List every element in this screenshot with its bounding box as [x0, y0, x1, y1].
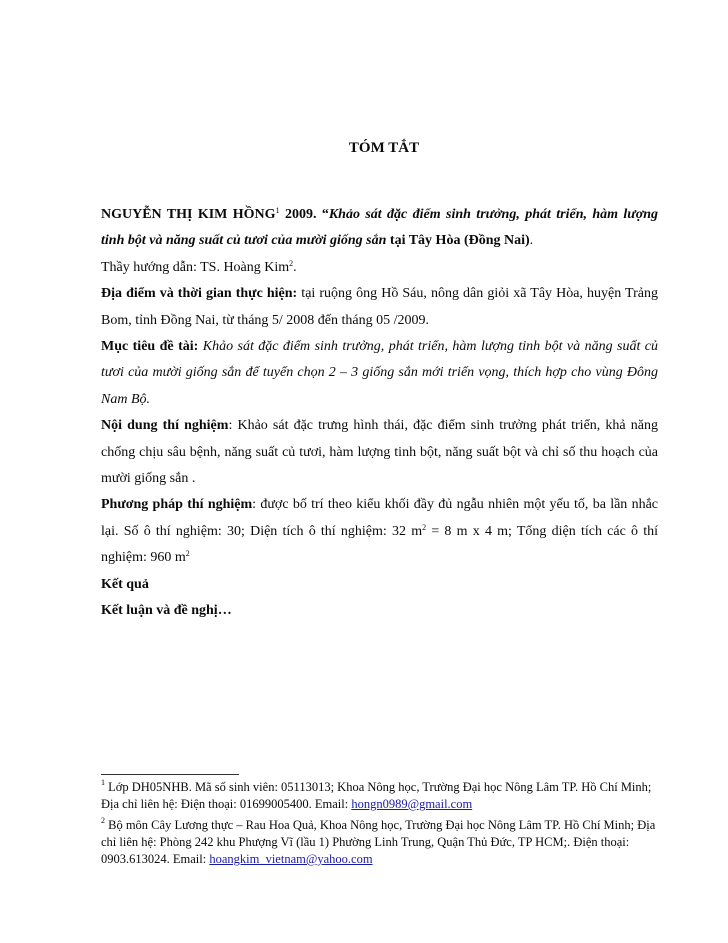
- footnotes: [101, 779, 658, 872]
- advisor-footnote-ref[interactable]: 2: [289, 258, 294, 268]
- footnote-separator: [101, 774, 239, 775]
- citation-year: 2009. “: [279, 207, 329, 222]
- objective-paragraph: [101, 334, 658, 413]
- author-footnote-ref[interactable]: 1: [275, 206, 280, 215]
- content-label: Nội dung thí nghiệm: [101, 418, 229, 434]
- footnote-1-mark: 1: [101, 778, 105, 787]
- page-title: TÓM TẮT: [348, 140, 420, 156]
- unit-superscript-2: 2: [185, 549, 190, 559]
- footnote-1: [101, 779, 658, 813]
- footnote-2: [101, 817, 658, 868]
- footnote-1-email-link[interactable]: hongn0989@gmail.com: [351, 797, 473, 811]
- objective-text: Khảo sát đặc điểm sinh trưởng, phát triển, hàm lượng tinh bột và năng suất củ tươi của mười giống sắn để tuyển chọn 2 – 3 giống sắn mới triển vọng, thích hợp cho vùng Đông Nam Bộ.: [101, 339, 659, 407]
- thesis-title: Khảo sát đặc điểm sinh trưởng, phát triển, hàm lượng tinh bột và năng suất củ tươi của mười giống sắn: [101, 207, 658, 249]
- advisor-text: Thầy hướng dẫn: TS. Hoàng Kim: [101, 259, 290, 275]
- footnote-2-text: Bộ môn Cây Lương thực – Rau Hoa Quả, Khoa Nông học, Trường Đại học Nông Lâm TP. Hồ Chí Minh; Địa chỉ liên hệ: Phòng 242 khu Phượng Vĩ (lầu 1) Phường Linh Trung, Quận Thủ Đức, TP HCM;. Điện thoại: 0903.613024. Email:: [101, 818, 656, 866]
- abstract-body: [101, 202, 658, 625]
- method-text-1: : được bố trí theo kiểu khối đầy đủ ngẫu nhiên một yếu tố, ba lần nhắc lại. Số ô thí nghiệm: 30; Diện tích ô thí nghiệm: 32 m: [101, 497, 659, 539]
- thesis-title-location: tại Tây Hòa (Đồng Nai): [386, 233, 530, 249]
- method-text-2: = 8 m x 4 m; Tổng diện tích các ô thí nghiệm: 960 m: [101, 523, 658, 566]
- location-label: Địa điểm và thời gian thực hiện:: [101, 286, 298, 302]
- location-paragraph: [101, 281, 658, 334]
- citation-end: .: [529, 233, 534, 249]
- advisor-end: .: [293, 259, 297, 275]
- location-text: tại ruộng ông Hồ Sáu, nông dân giỏi xã Tây Hòa, huyện Trảng Bom, tỉnh Đồng Nai, từ tháng 5/ 2008 đến tháng 05 /2009.: [101, 286, 658, 328]
- advisor-line: [101, 255, 658, 281]
- results-heading: Kết quả: [101, 576, 149, 592]
- method-paragraph: [101, 492, 658, 571]
- objective-label: Mục tiêu đề tài:: [101, 339, 199, 355]
- content-paragraph: [101, 413, 658, 492]
- citation-paragraph: [101, 202, 658, 255]
- conclusion-heading: Kết luận và đề nghị…: [101, 603, 232, 619]
- footnote-1-text: Lớp DH05NHB. Mã số sinh viên: 05113013; Khoa Nông học, Trường Đại học Nông Lâm TP. Hồ Chí Minh; Địa chỉ liên hệ: Điện thoại: 01699005400. Email:: [101, 780, 652, 811]
- method-label: Phương pháp thí nghiệm: [101, 497, 253, 513]
- author-name: NGUYỄN THỊ KIM HỒNG: [101, 207, 276, 222]
- content-text: : Khảo sát đặc trưng hình thái, đặc điểm sinh trưởng phát triển, khả năng chống chịu sâu bệnh, năng suất củ tươi, hàm lượng tinh bột, năng suất bột và chỉ số thu hoạch của mười giống sắn .: [101, 418, 658, 487]
- footnote-2-mark: 2: [101, 816, 105, 825]
- footnote-2-email-link[interactable]: hoangkim_vietnam@yahoo.com: [209, 852, 373, 866]
- unit-superscript-1: 2: [422, 522, 427, 532]
